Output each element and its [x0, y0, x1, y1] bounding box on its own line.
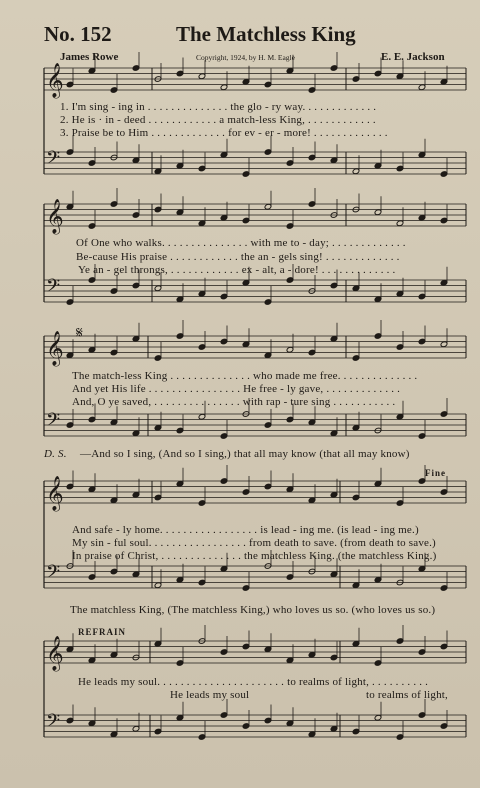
copyright-notice: Copyright, 1924, by H. M. Eagle [196, 53, 295, 62]
svg-text:𝄢: 𝄢 [46, 148, 61, 173]
svg-text:𝄢: 𝄢 [46, 276, 61, 301]
refrain-line1: He leads my soul. . . . . . . . . . . . . . . . . . . . . . to realms of light, . . . . . . . . . . [78, 676, 429, 688]
svg-text:𝄞: 𝄞 [46, 199, 64, 234]
system2-verse2: Be-cause His praise . . . . . . . . . . . . the an - gels sing! . . . . . . . . . . . . . [76, 251, 400, 263]
svg-text:𝄋: 𝄋 [76, 323, 83, 342]
system4-verse2: My sin - ful soul. . . . . . . . . . . . . . . . . from death to save. (from death to save.) [72, 537, 436, 549]
hymn-number: No. 152 [44, 22, 112, 46]
system1-verse2: 2. He is · in - deed . . . . . . . . . . . . a match-less King, . . . . . . . . . . . . [60, 114, 376, 126]
svg-text:𝄞: 𝄞 [46, 476, 64, 511]
system4-verse1: And safe - ly home. . . . . . . . . . . . . . . . . is lead - ing me. (is lead - ing me.) [72, 524, 419, 536]
system1-verse3: 3. Praise be to Him . . . . . . . . . . . . . for ev - er - more! . . . . . . . . . . . . . [60, 127, 388, 139]
system2-verse1: Of One who walks. . . . . . . . . . . . . . . with me to - day; . . . . . . . . . . . . . [76, 237, 406, 249]
system4-bass-text: The matchless King, (The matchless King,) who loves us so. (who loves us so.) [70, 604, 436, 616]
system4-verse3: In praise of Christ, . . . . . . . . . . . . . . the matchless King. (the matchless King.) [72, 550, 437, 562]
system3-verse1: The match-less King . . . . . . . . . . . . . . who made me free. . . . . . . . . . . . . . [72, 370, 418, 382]
refrain-line2b: to realms of light, [366, 689, 449, 701]
fine-marking: Fine [425, 468, 446, 478]
refrain-label: REFRAIN [78, 627, 127, 637]
svg-text:𝄞: 𝄞 [46, 63, 64, 98]
svg-text:𝄢: 𝄢 [46, 711, 61, 736]
refrain-line2: He leads my soul [170, 689, 250, 701]
system3-verse3: And, O ye saved, . . . . . . . . . . . . . . . with rap - ture sing . . . . . . . . . . . [72, 396, 396, 408]
svg-text:𝄢: 𝄢 [46, 410, 61, 435]
hymn-title: The Matchless King [176, 22, 356, 46]
dal-segno-label: D. S. [44, 448, 67, 460]
system1-verse1: 1. I'm sing - ing in . . . . . . . . . . . . . . the glo - ry way. . . . . . . . . . . . . [60, 101, 377, 113]
system3-verse2: And yet His life . . . . . . . . . . . . . . . . He free - ly gave, . . . . . . . . . . . . . [72, 383, 401, 395]
composer: E. E. Jackson [381, 51, 445, 63]
lyricist: James Rowe [60, 51, 119, 63]
svg-text:𝄢: 𝄢 [46, 562, 61, 587]
system2-verse3: Ye an - gel throngs, . . . . . . . . . . . . ex - alt, a - dore! . . . . . . . . . . . . . [78, 264, 396, 276]
svg-text:𝄞: 𝄞 [46, 636, 64, 671]
svg-text:𝄞: 𝄞 [46, 331, 64, 366]
dal-segno-text: —And so I sing, (And so I sing,) that all may know (that all may know) [80, 448, 410, 460]
